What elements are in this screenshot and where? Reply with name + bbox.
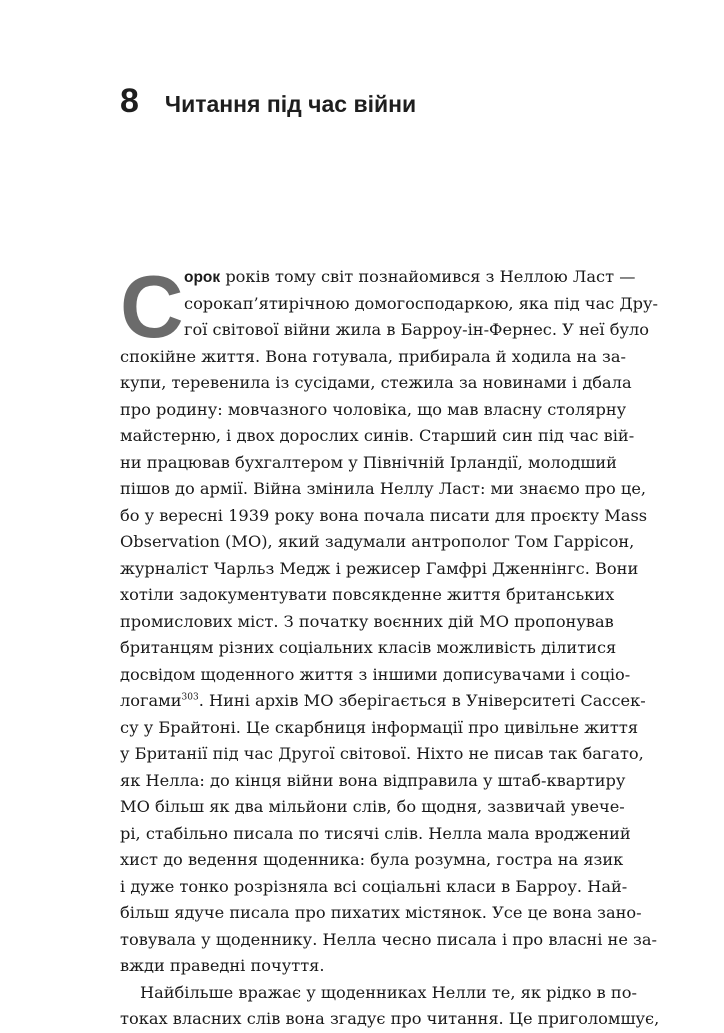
text-line: пішов до армії. Війна змінила Неллу Ласт: ми знаємо про це,	[120, 479, 647, 498]
chapter-title: Читання під час війни	[164, 91, 417, 117]
text-line: промислових міст. З початку воєнних дій МО пропонував	[120, 611, 614, 631]
text-line: спокійне життя. Вона готувала, прибирала й ходила на за-	[120, 346, 626, 366]
text-line: британцям різних соціальних класів можливість ділитися	[120, 638, 617, 657]
text-line-rest: років тому світ познайомився з Неллою Ласт —	[220, 267, 636, 286]
text-line: Observation (MO), який задумали антрополог Том Гаррісон,	[120, 532, 635, 551]
text-line: журналіст Чарльз Медж і режисер Гамфрі Дженнінгс. Вони	[120, 558, 639, 578]
text-line: ни працював бухгалтером у Північній Ірландії, молодший	[120, 452, 617, 472]
footnote-reference[interactable]: 303	[181, 692, 199, 703]
text-line: і дуже тонко розрізняла всі соціальні класи в Барроу. Най-	[120, 876, 628, 896]
text-line: токах власних слів вона згадує про читання. Це приголомшує,	[120, 1009, 660, 1028]
text-line: досвідом щоденного життя з іншими дописувачами і соціо-	[120, 664, 631, 684]
chapter-number: 8	[120, 82, 139, 120]
text-line: су у Брайтоні. Це скарбниця інформації про цивільне життя	[120, 717, 639, 737]
footnote-line-before: логами	[120, 691, 182, 710]
text-line: як Нелла: до кінця війни вона відправила у штаб-квартиру	[120, 770, 626, 790]
drop-cap: С	[120, 257, 184, 356]
text-line: сорокап’ятирічною домогосподаркою, яка під час Дру-	[184, 293, 658, 313]
body-text	[120, 257, 660, 1033]
text-line: більш ядуче писала про пихатих містянок. Усе це вона зано-	[120, 903, 642, 922]
text-line: рі, стабільно писала по тисячі слів. Нелла мала вроджений	[120, 823, 631, 843]
text-line: МО більш як два мільйони слів, бо щодня, зазвичай увече-	[120, 797, 625, 816]
text-line: товувала у щоденнику. Нелла чесно писала і про власні не за-	[120, 929, 658, 949]
lead-word: орок	[184, 269, 221, 286]
text-line: купи, теревенила із сусідами, стежила за новинами і дбала	[120, 373, 632, 392]
text-line: вжди праведні почуття.	[120, 956, 325, 975]
text-line: у Британії під час Другої світової. Ніхто не писав так багато,	[120, 744, 644, 763]
text-line: гої світової війни жила в Барроу-ін-Фернес. У неї було	[184, 320, 649, 339]
chapter-header	[120, 84, 416, 118]
text-line: хотіли задокументувати повсякденне життя британських	[120, 585, 615, 604]
text-line: бо у вересні 1939 року вона почала писати для проєкту Mass	[120, 505, 648, 525]
text-line	[120, 688, 646, 715]
footnote-line-after: . Нині архів МО зберігається в Університеті Сассек-	[198, 691, 646, 710]
text-line: майстерню, і двох дорослих синів. Старший син під час вій-	[120, 426, 635, 445]
text-line: Найбільше вражає у щоденниках Нелли те, як рідко в по-	[140, 982, 637, 1002]
text-line: хист до ведення щоденника: була розумна, гостра на язик	[120, 850, 624, 869]
text-line	[120, 264, 636, 291]
text-line: про родину: мовчазного чоловіка, що мав власну столярну	[120, 399, 627, 419]
